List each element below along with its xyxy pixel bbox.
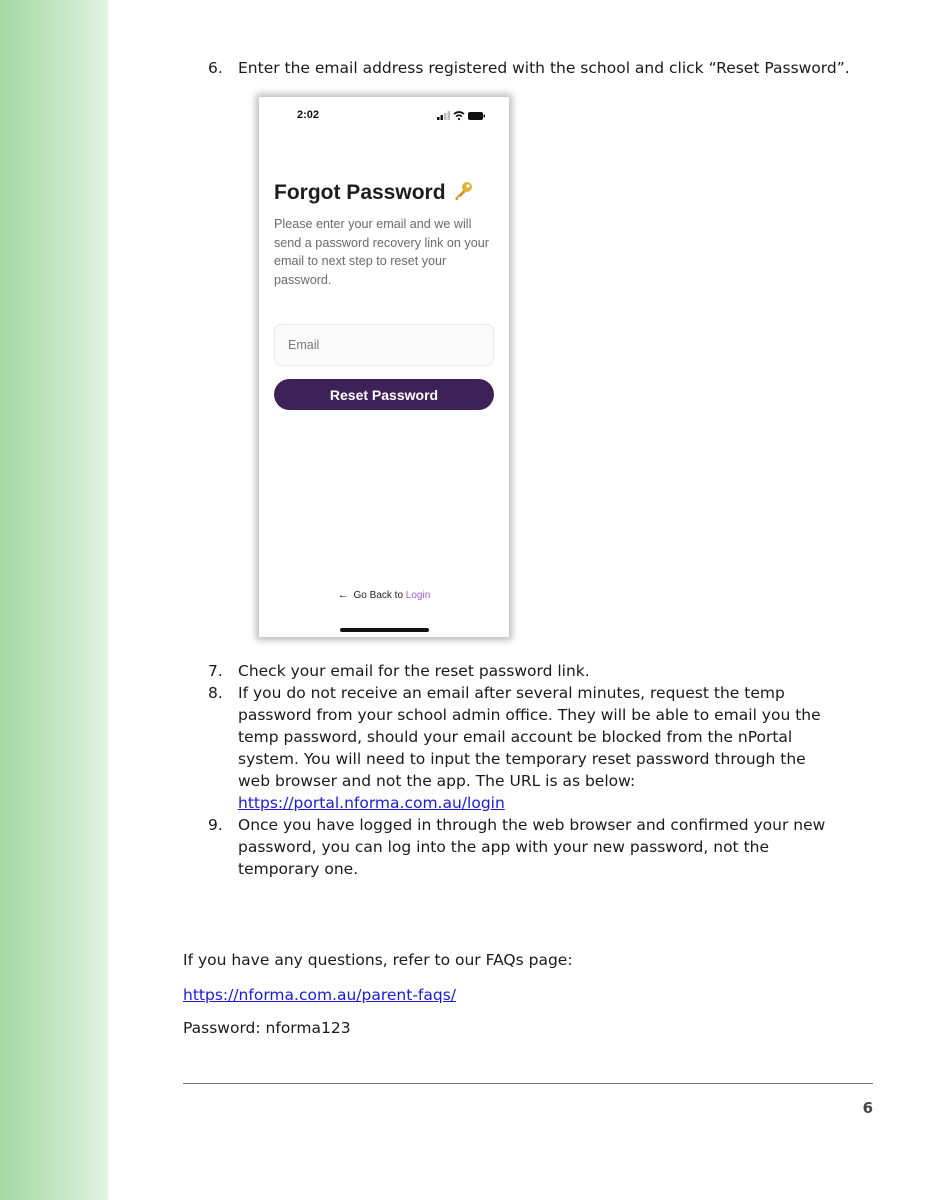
step-number: 7.: [208, 662, 223, 680]
arrow-left-icon: ←: [337, 589, 349, 601]
home-indicator: [340, 628, 429, 632]
cellular-signal-icon: [437, 111, 450, 120]
questions-text: If you have any questions, refer to our FAQs page:: [183, 951, 573, 969]
step-text: Once you have logged in through the web browser and confirmed your new password, you can log into the app with your new password, not the temporary one.: [238, 816, 826, 878]
page-number: 6: [862, 1099, 873, 1117]
wifi-icon: [454, 112, 464, 120]
forgot-password-description: Please enter your email and we will send a password recovery link on your email to next step to reset your password.: [274, 217, 489, 287]
step-text: Enter the email address registered with the school and click “Reset Password”.: [238, 59, 850, 77]
step-text: If you do not receive an email after several minutes, request the temp password from your school admin office. They will be able to email you the temp password, should your email account be blocked from the nPortal system. You will need to input the temporary reset password through the web browser and not the app. The URL is as below:: [238, 684, 821, 790]
login-link[interactable]: Login: [405, 590, 431, 601]
step-7: [208, 660, 868, 682]
go-back-to-login[interactable]: [259, 589, 509, 601]
battery-icon: [468, 112, 485, 120]
step-6: [208, 57, 868, 79]
forgot-password-title: [274, 181, 474, 205]
status-bar-icons: [435, 109, 487, 123]
faq-link[interactable]: https://nforma.com.au/parent-faqs/: [183, 986, 457, 1004]
step-9: [208, 814, 838, 880]
step-number: 8.: [208, 684, 223, 702]
portal-login-link[interactable]: https://portal.nforma.com.au/login: [238, 794, 505, 812]
back-prefix-text: Go Back to: [353, 590, 403, 601]
key-icon: [452, 181, 474, 201]
step-number: 9.: [208, 816, 223, 834]
reset-password-button[interactable]: Reset Password: [274, 379, 494, 410]
email-input[interactable]: [274, 324, 494, 366]
step-number: 6.: [208, 59, 223, 77]
step-text: Check your email for the reset password link.: [238, 662, 590, 680]
footer-divider: [183, 1083, 873, 1084]
step-8: [208, 682, 838, 814]
status-time: 2:02: [297, 109, 320, 121]
phone-screenshot: [259, 97, 509, 637]
password-text: Password: nforma123: [183, 1019, 351, 1037]
title-text: Forgot Password: [274, 181, 446, 204]
